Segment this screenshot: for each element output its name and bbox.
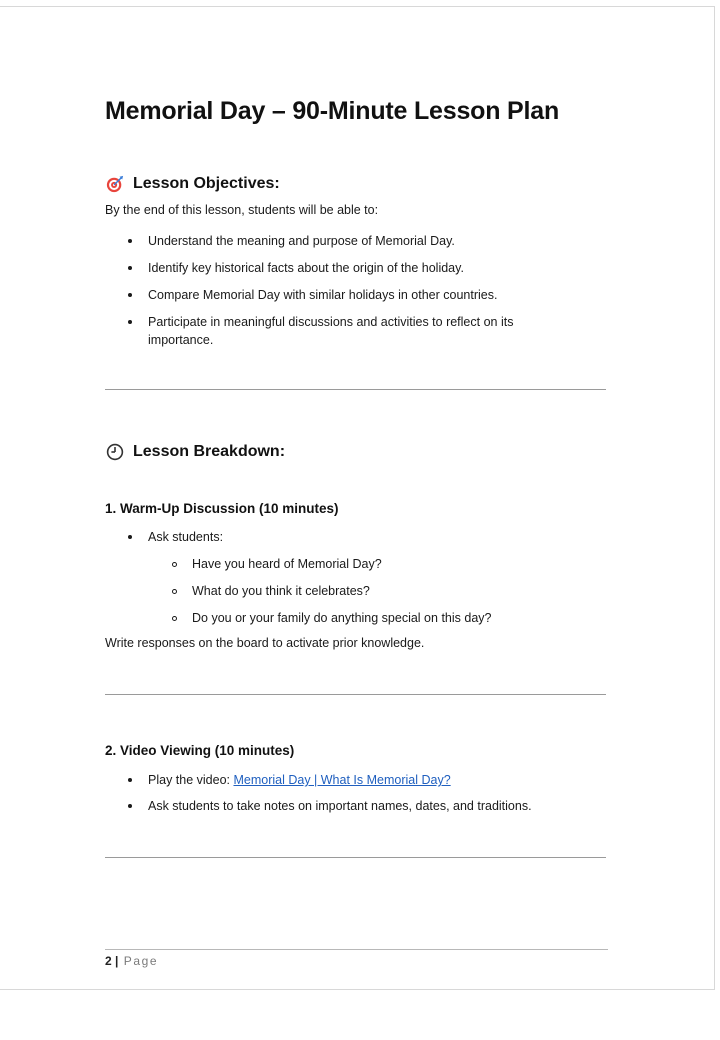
target-icon xyxy=(106,175,124,193)
list-item-text: Understand the meaning and purpose of Memorial Day. xyxy=(148,234,455,248)
footer-divider xyxy=(105,949,608,950)
breakdown-heading-label: Lesson Breakdown: xyxy=(133,443,286,460)
list-item-text: Ask students: xyxy=(148,530,224,544)
section-divider xyxy=(105,694,606,695)
page-number: 2 xyxy=(105,954,112,968)
objectives-heading xyxy=(106,175,280,193)
sub-list-item-text: What do you think it celebrates? xyxy=(192,584,370,598)
list-item-text xyxy=(148,771,548,789)
clock-icon xyxy=(106,443,124,461)
hollow-bullet-icon xyxy=(172,562,177,567)
video-heading: 2. Video Viewing (10 minutes) xyxy=(105,743,295,758)
objectives-intro: By the end of this lesson, students will be able to: xyxy=(105,203,379,217)
list-item-text: Ask students to take notes on important names, dates, and traditions. xyxy=(148,799,532,813)
list-item-text: Participate in meaningful discussions and activities to reflect on its importance. xyxy=(148,315,514,347)
play-video-label: Play the video: xyxy=(148,773,234,787)
sub-list-item-text: Have you heard of Memorial Day? xyxy=(192,557,382,571)
page-label: Page xyxy=(123,954,159,968)
hollow-bullet-icon xyxy=(172,616,177,621)
objectives-heading-label: Lesson Objectives: xyxy=(133,175,280,192)
sub-list-item-text: Do you or your family do anything special on this day? xyxy=(192,611,492,625)
hollow-bullet-icon xyxy=(172,589,177,594)
document-page xyxy=(0,6,715,990)
section-divider xyxy=(105,389,606,390)
breakdown-heading xyxy=(106,443,285,461)
video-link[interactable]: Memorial Day | What Is Memorial Day? xyxy=(233,773,451,787)
page-title: Memorial Day – 90-Minute Lesson Plan xyxy=(105,97,560,125)
list-item-text: Identify key historical facts about the origin of the holiday. xyxy=(148,261,464,275)
warmup-note: Write responses on the board to activate prior knowledge. xyxy=(105,636,425,650)
section-divider xyxy=(105,857,606,858)
warmup-heading: 1. Warm-Up Discussion (10 minutes) xyxy=(105,501,339,516)
page-separator: | xyxy=(111,954,122,968)
page-footer xyxy=(105,954,158,968)
list-item-text: Compare Memorial Day with similar holidays in other countries. xyxy=(148,288,498,302)
